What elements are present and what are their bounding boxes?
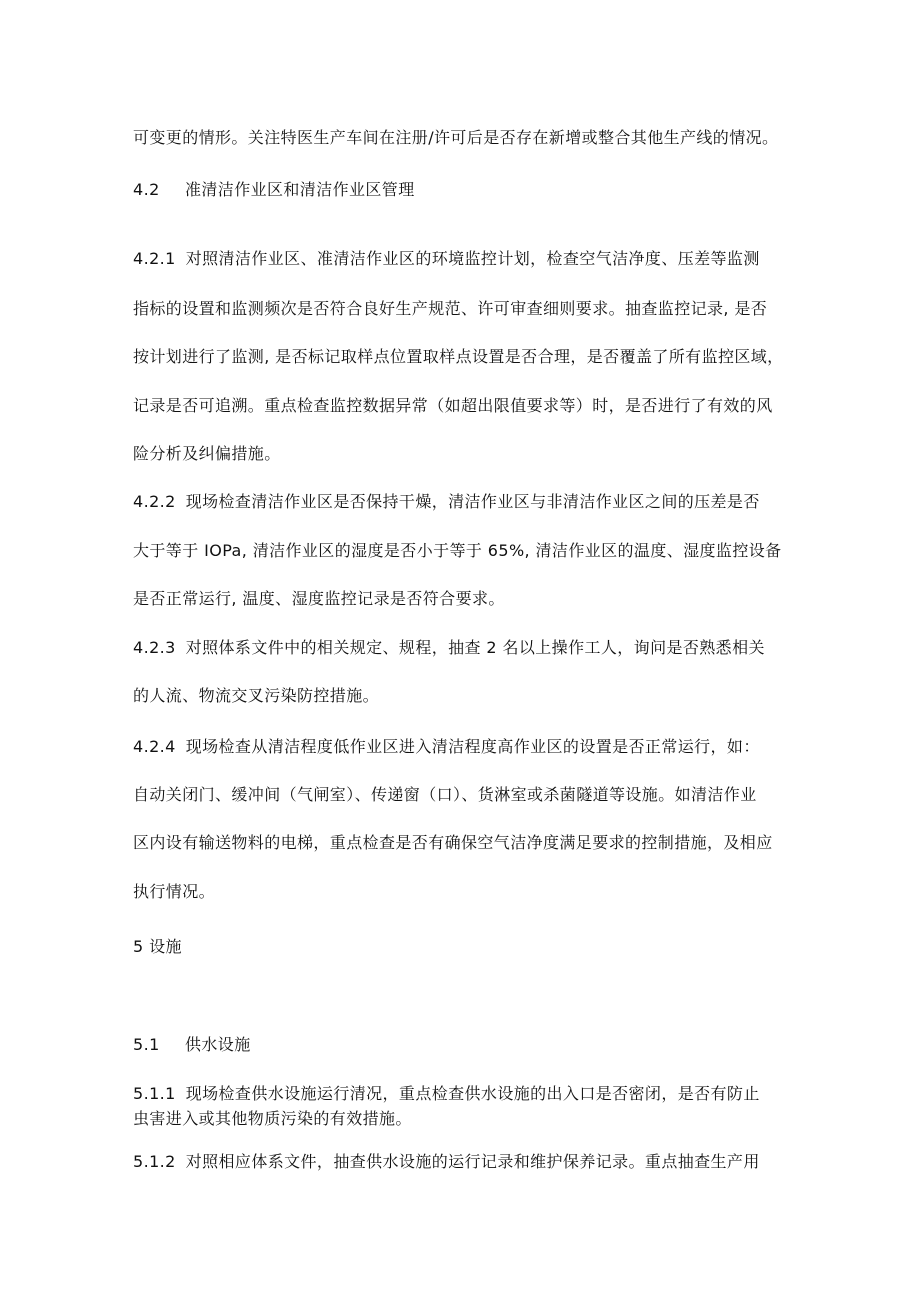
paragraph-line	[133, 784, 793, 806]
paragraph-line	[133, 685, 793, 707]
line-text: 记录是否可追溯。重点检查监控数据异常（如超出限值要求等）时，是否进行了有效的风	[133, 396, 773, 415]
clause-number: 4.2.3	[133, 638, 176, 657]
clause-number: 5.1.1	[133, 1084, 176, 1103]
paragraph-line	[133, 443, 793, 465]
clause-number: 4.2.2	[133, 492, 176, 511]
line-text: 区内设有输送物料的电梯，重点检查是否有确保空气洁净度满足要求的控制措施，及相应	[133, 833, 773, 852]
clause-line	[133, 637, 793, 659]
line-text: 虫害进入或其他物质污染的有效措施。	[133, 1109, 412, 1128]
clause-line	[133, 1151, 793, 1173]
paragraph-line	[133, 346, 793, 368]
clause-line	[133, 736, 793, 758]
line-text: 自动关闭门、缓冲间（气闸室）、传递窗（口）、货淋室或杀菌隧道等设施。如清洁作业	[133, 785, 757, 804]
paragraph-line	[133, 395, 793, 417]
line-text: 是否正常运行, 温度、湿度监控记录是否符合要求。	[133, 589, 505, 608]
line-text: 的人流、物流交叉污染防控措施。	[133, 686, 380, 705]
line-text: 可变更的情形。关注特医生产车间在注册/许可后是否存在新增或整合其他生产线的情况。	[133, 128, 779, 147]
line-text: 指标的设置和监测频次是否符合良好生产规范、许可审查细则要求。抽查监控记录, 是否	[133, 299, 768, 318]
paragraph-line	[133, 1108, 793, 1130]
section-heading	[133, 179, 793, 201]
paragraph-line	[133, 298, 793, 320]
line-text: 执行情况。	[133, 882, 216, 901]
paragraph-line	[133, 588, 793, 610]
paragraph-line	[133, 832, 793, 854]
section-heading	[133, 1034, 793, 1056]
paragraph-line	[133, 540, 793, 562]
line-text: 对照体系文件中的相关规定、规程，抽查 2 名以上操作工人，询问是否熟悉相关	[185, 638, 765, 657]
section-title: 准清洁作业区和清洁作业区管理	[185, 180, 415, 199]
clause-line	[133, 1083, 793, 1105]
paragraph-line	[133, 127, 793, 149]
line-text: 现场检查清洁作业区是否保持干燥，清洁作业区与非清洁作业区之间的压差是否	[185, 492, 760, 511]
section-number: 5.1	[133, 1035, 160, 1054]
clause-number: 5.1.2	[133, 1152, 176, 1171]
section-number: 4.2	[133, 180, 160, 199]
paragraph-line	[133, 881, 793, 903]
line-text: 险分析及纠偏措施。	[133, 444, 281, 463]
line-text: 大于等于 IOPa, 清洁作业区的湿度是否小于等于 65%, 清洁作业区的温度、湿度监控设备	[133, 541, 782, 560]
line-text: 现场检查从清洁程度低作业区进入清洁程度高作业区的设置是否正常运行，如：	[185, 737, 760, 756]
clause-line	[133, 491, 793, 513]
clause-number: 4.2.1	[133, 249, 176, 268]
clause-number: 4.2.4	[133, 737, 176, 756]
section-title: 供水设施	[185, 1035, 251, 1054]
chapter-title: 5 设施	[133, 937, 182, 956]
line-text: 对照清洁作业区、准清洁作业区的环境监控计划，检查空气洁净度、压差等监测	[185, 249, 760, 268]
line-text: 现场检查供水设施运行清况，重点检查供水设施的出入口是否密闭，是否有防止	[185, 1084, 760, 1103]
chapter-heading	[133, 936, 793, 958]
line-text: 按计划进行了监测, 是否标记取样点位置取样点设置是否合理，是否覆盖了所有监控区域，	[133, 347, 784, 366]
clause-line	[133, 248, 793, 270]
line-text: 对照相应体系文件，抽查供水设施的运行记录和维护保养记录。重点抽查生产用	[185, 1152, 760, 1171]
